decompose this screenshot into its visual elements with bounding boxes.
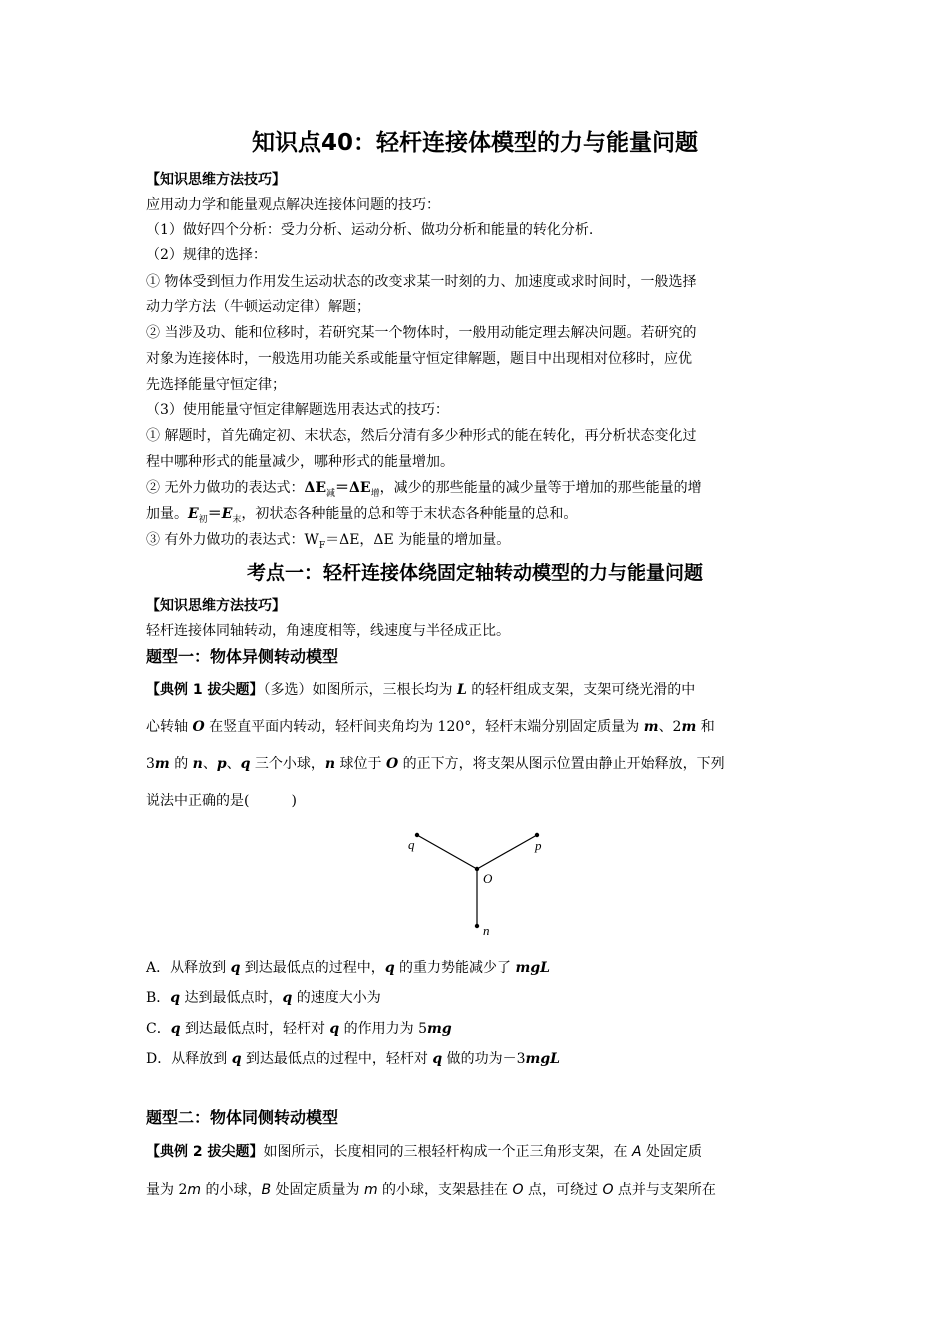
energy-item: （3）使用能量守恒定律解题选用表达式的技巧： bbox=[146, 402, 449, 418]
example-1-line-1: 【典例 1 拔尖题】（多选）如图所示，三根长均为 L 的轻杆组成支架，支架可绕光滑的中 bbox=[146, 682, 696, 698]
intro-text: 应用动力学和能量观点解决连接体问题的技巧： bbox=[146, 197, 440, 213]
question-type-1: 题型一：物体异侧转动模型 bbox=[146, 647, 339, 666]
tip-2-line-a: ② 无外力做功的表达式：$\Delta E_减=\Delta E_增$，减少的那些能量的减少量等于增加的那些能量的增 bbox=[146, 480, 702, 499]
ball-n bbox=[475, 924, 479, 928]
tip-1-line-b: 程中哪种形式的能量减少，哪种形式的能量增加。 bbox=[146, 454, 454, 470]
label-o: O bbox=[483, 871, 493, 886]
rule-1-line-a: ① 物体受到恒力作用发生运动状态的改变求某一时刻的力、加速度或求时间时，一般选择 bbox=[146, 274, 697, 290]
label-n: n bbox=[483, 923, 490, 938]
option-d: D．从释放到 q 到达最低点的过程中，轻杆对 q 做的功为－3mgL bbox=[146, 1051, 560, 1067]
option-a: A．从释放到 q 到达最低点的过程中，q 的重力势能减少了 mgL bbox=[146, 960, 550, 976]
rule-item: （2）规律的选择： bbox=[146, 247, 267, 263]
section-heading: 【知识思维方法技巧】 bbox=[146, 172, 286, 188]
option-b: B．q 达到最低点时，q 的速度大小为 bbox=[146, 990, 381, 1006]
tip-3-line: ③ 有外力做功的表达式：$W_F=\Delta E$，ΔE 为能量的增加量。 bbox=[146, 532, 511, 551]
example-1-line-3: 3m 的 n、p、q 三个小球，n 球位于 O 的正下方，将支架从图示位置由静止开始释放，下列 bbox=[146, 756, 725, 772]
page-title: 知识点40：轻杆连接体模型的力与能量问题 bbox=[251, 130, 698, 156]
rule-1-line-b: 动力学方法（牛顿运动定律）解题； bbox=[146, 299, 370, 315]
label-q: q bbox=[408, 837, 415, 852]
rod-p bbox=[477, 835, 537, 869]
ball-p bbox=[535, 833, 539, 837]
option-c: C．q 到达最低点时，轻杆对 q 的作用力为 5mg bbox=[146, 1021, 452, 1037]
rod-diagram bbox=[390, 822, 550, 942]
section-heading-2: 【知识思维方法技巧】 bbox=[146, 598, 286, 614]
section-title: 考点一：轻杆连接体绕固定轴转动模型的力与能量问题 bbox=[246, 562, 703, 584]
label-p: p bbox=[535, 838, 542, 853]
rule-2-line-a: ② 当涉及功、能和位移时，若研究某一个物体时，一般用动能定理去解决问题。若研究的 bbox=[146, 325, 697, 341]
ball-q bbox=[415, 833, 419, 837]
tip-1-line-a: ① 解题时，首先确定初、末状态，然后分清有多少种形式的能在转化，再分析状态变化过 bbox=[146, 428, 697, 444]
example-2-line-2: 量为 2m 的小球，B 处固定质量为 m 的小球，支架悬挂在 O 点，可绕过 O 点并与支架所在 bbox=[146, 1182, 716, 1198]
rule-2-line-b: 对象为连接体时，一般选用功能关系或能量守恒定律解题，题目中出现相对位移时，应优 bbox=[146, 351, 692, 367]
section-2-text: 轻杆连接体同轴转动，角速度相等，线速度与半径成正比。 bbox=[146, 623, 510, 639]
example-2-line-1: 【典例 2 拔尖题】如图所示，长度相同的三根轻杆构成一个正三角形支架，在 A 处固定质 bbox=[146, 1144, 702, 1160]
rod-q bbox=[417, 835, 477, 869]
tip-2-line-b: 加量。$E_初=E_末$，初状态各种能量的总和等于末状态各种能量的总和。 bbox=[146, 506, 578, 525]
example-1-line-4: 说法中正确的是( ) bbox=[146, 793, 297, 809]
question-type-2: 题型二：物体同侧转动模型 bbox=[146, 1108, 339, 1127]
analysis-item: （1）做好四个分析：受力分析、运动分析、做功分析和能量的转化分析. bbox=[146, 222, 594, 238]
pivot-o bbox=[475, 867, 479, 871]
example-1-line-2: 心转轴 O 在竖直平面内转动，轻杆间夹角均为 120°，轻杆末端分别固定质量为 m、2m 和 bbox=[146, 719, 715, 735]
rule-2-line-c: 先选择能量守恒定律； bbox=[146, 377, 286, 393]
